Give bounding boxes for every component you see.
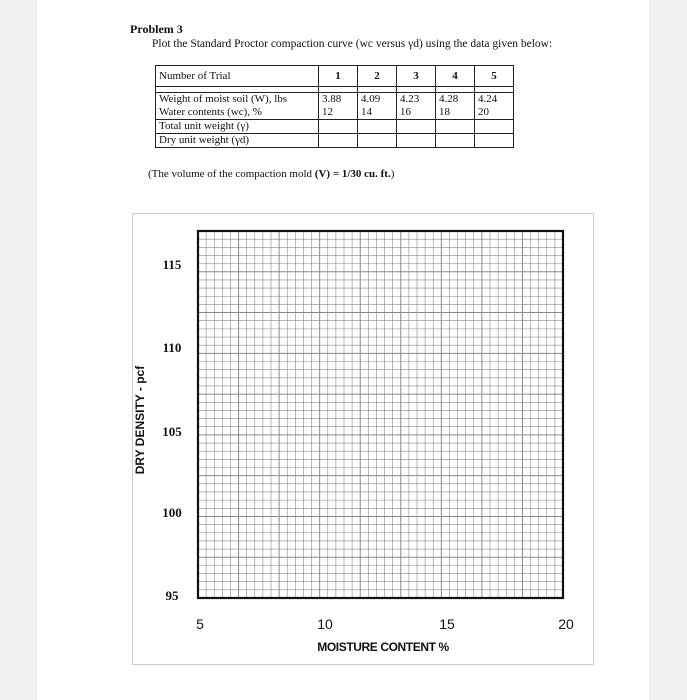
row-label: Water contents (wc), % [156, 106, 319, 120]
table-cell: 18 [436, 106, 475, 120]
row-label: Total unit weight (γ) [156, 120, 319, 134]
header-cell: 1 [319, 66, 358, 87]
table-cell: 4.23 [397, 93, 436, 107]
header-cell: 4 [436, 66, 475, 87]
table-cell: 12 [319, 106, 358, 120]
header-cell: Number of Trial [156, 66, 319, 87]
grid-minor [198, 231, 563, 598]
x-tick-label: 20 [558, 616, 574, 632]
y-tick-label: 110 [162, 340, 182, 355]
row-label: Dry unit weight (γd) [156, 134, 319, 148]
x-tick-label: 15 [439, 616, 455, 632]
row-label: Weight of moist soil (W), lbs [156, 93, 319, 107]
table-cell: 3.88 [319, 93, 358, 107]
grid-major [198, 231, 563, 598]
table-cell: 4.24 [475, 93, 514, 107]
note-prefix: (The volume of the compaction mold [148, 168, 315, 180]
problem-instruction: Plot the Standard Proctor compaction curve (wc versus γd) using the data given below: [152, 38, 553, 50]
y-tick-label: 115 [162, 257, 182, 272]
table-cell: 4.28 [436, 93, 475, 107]
note-suffix: ) [390, 168, 395, 180]
y-tick-label: 95 [165, 588, 179, 603]
header-cell: 2 [358, 66, 397, 87]
plot-area-border[interactable] [198, 231, 563, 598]
table-cell: 4.09 [358, 93, 397, 107]
table-cell: 16 [397, 106, 436, 120]
y-tick-label: 105 [162, 424, 182, 439]
y-axis-label: DRY DENSITY - pcf [133, 365, 147, 475]
header-cell: 3 [397, 66, 436, 87]
x-tick-label: 5 [196, 616, 204, 632]
x-tick-label: 10 [317, 616, 333, 632]
table-cell: 14 [358, 106, 397, 120]
note-volume: (V) = 1/30 cu. ft. [314, 168, 391, 180]
header-cell: 5 [475, 66, 514, 87]
x-axis-label: MOISTURE CONTENT % [317, 640, 449, 654]
problem-title: Problem 3 [130, 22, 183, 36]
y-tick-label: 100 [162, 505, 182, 520]
table-cell: 20 [475, 106, 514, 120]
